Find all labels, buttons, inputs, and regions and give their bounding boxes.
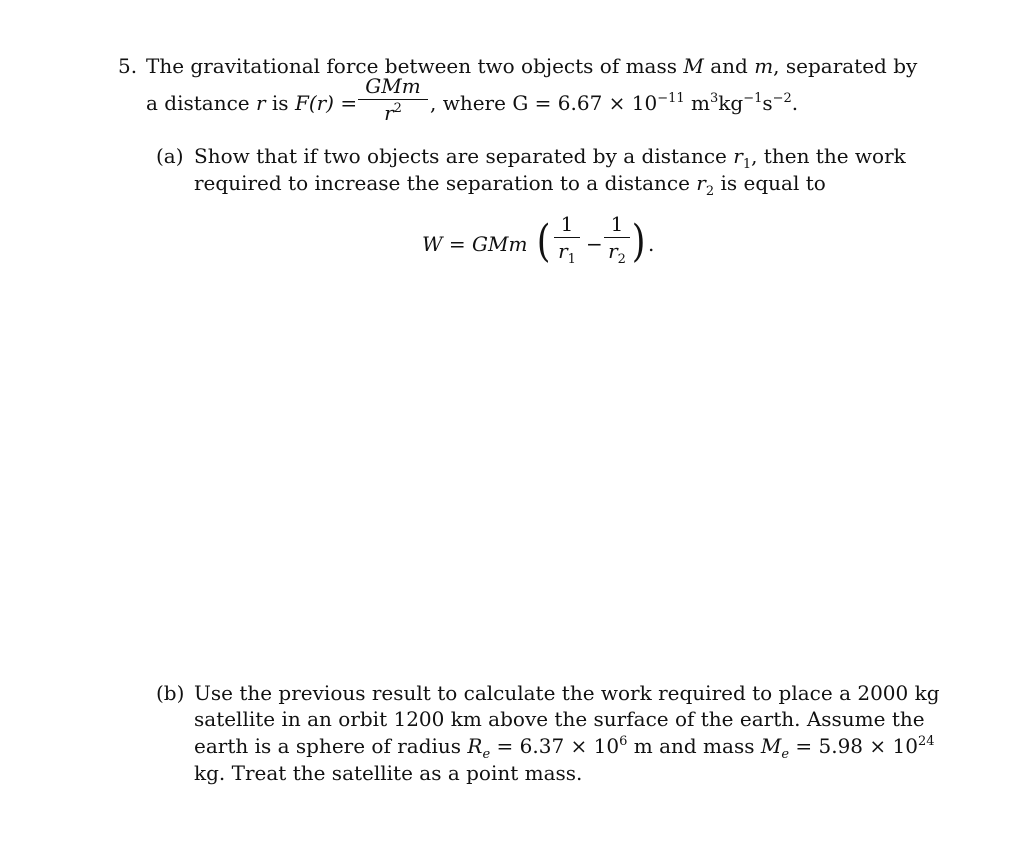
- part-a-line-1: Show that if two objects are separated by a distance $r_1$, then the work: [194, 144, 906, 172]
- problem-line-2: a distance r is F(r) =: [146, 91, 358, 115]
- right-parenthesis: ): [631, 216, 646, 267]
- part-a-line-2: required to increase the separation to a distance $r_2$ is equal to: [194, 171, 826, 199]
- problem-line-1: The gravitational force between two objects of mass M and m, separated by: [146, 54, 918, 78]
- part-b-label: (b): [156, 681, 185, 705]
- part-a-label: (a): [156, 144, 184, 168]
- force-numerator: GMm: [365, 74, 421, 98]
- left-parenthesis: (: [536, 216, 551, 267]
- equation-period: .: [648, 232, 655, 256]
- minus-sign: −: [586, 232, 603, 256]
- fraction-one-over-r1: 1 $r_1$: [554, 214, 580, 261]
- force-fraction: [358, 76, 428, 123]
- part-b-line-1: Use the previous result to calculate the work required to place a 2000 kg: [194, 681, 940, 705]
- problem-number: 5.: [118, 54, 138, 78]
- answer-space-a: [0, 290, 1024, 670]
- part-b-line-2: satellite in an orbit 1200 km above the surface of the earth. Assume the: [194, 707, 925, 731]
- fraction-bar: [358, 99, 428, 100]
- part-b-line-4: kg. Treat the satellite as a point mass.: [194, 761, 583, 785]
- fraction-one-over-r2: 1 $r_2$: [604, 214, 630, 261]
- work-equation-lhs: W = GMm: [422, 232, 528, 256]
- gravitational-constant: , where $G = 6.67 \times 10^{-11}$ $m^3kg^{-1}s^{-2}$.: [430, 91, 799, 115]
- force-denominator: $r^2$: [384, 101, 402, 125]
- part-b-line-3: earth is a sphere of radius $R_e = 6.37 \times 10^6$ m and mass $M_e = 5.98 \times 10^{24}$: [194, 734, 935, 762]
